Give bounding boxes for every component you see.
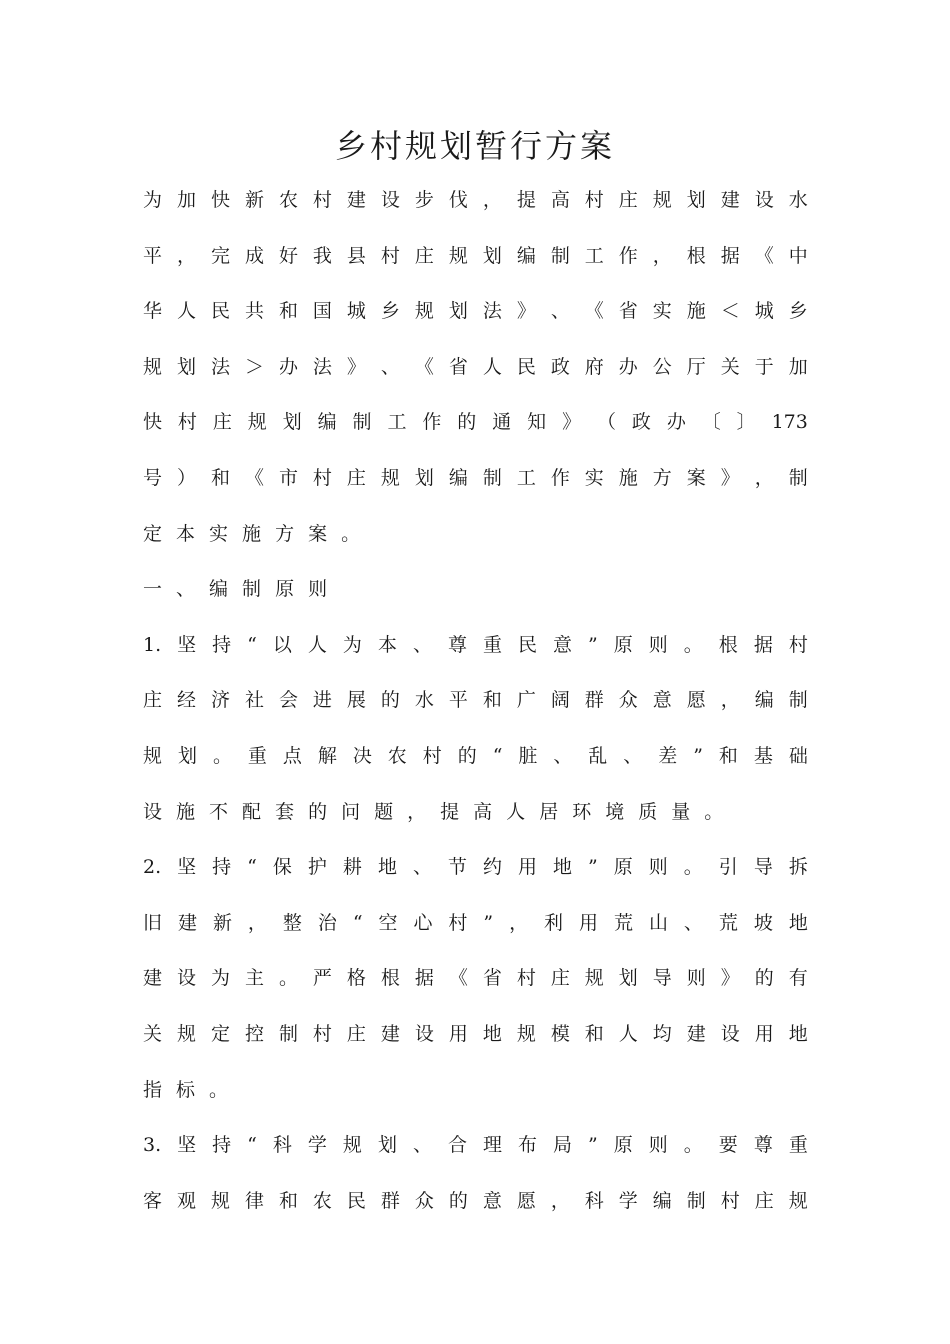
body-line: 建 设 为 主 。 严 格 根 据 《 省 村 庄 规 划 导 则 》 的 有 bbox=[143, 967, 808, 989]
body-line: 华 人 民 共 和 国 城 乡 规 划 法 》 、 《 省 实 施 ＜ 城 乡 bbox=[143, 300, 808, 322]
body-line: 快 村 庄 规 划 编 制 工 作 的 通 知 》 （ 政 办 〔 〕 173 bbox=[143, 411, 808, 433]
body-line: 规 划 。 重 点 解 决 农 村 的 “ 脏 、 乱 、 差 ” 和 基 础 bbox=[143, 745, 808, 767]
body-line: 指 标 。 bbox=[143, 1079, 229, 1101]
body-line: 平 ， 完 成 好 我 县 村 庄 规 划 编 制 工 作 ， 根 据 《 中 bbox=[143, 245, 808, 267]
body-line: 3. 坚 持 “ 科 学 规 划 、 合 理 布 局 ” 原 则 。 要 尊 重 bbox=[143, 1134, 808, 1156]
body-line: 为 加 快 新 农 村 建 设 步 伐 ， 提 高 村 庄 规 划 建 设 水 bbox=[143, 189, 808, 211]
body-line: 一 、 编 制 原 则 bbox=[143, 578, 328, 600]
body-line: 1. 坚 持 “ 以 人 为 本 、 尊 重 民 意 ” 原 则 。 根 据 村 bbox=[143, 634, 808, 656]
body-line: 关 规 定 控 制 村 庄 建 设 用 地 规 模 和 人 均 建 设 用 地 bbox=[143, 1023, 808, 1045]
body-line: 定 本 实 施 方 案 。 bbox=[143, 523, 361, 545]
body-line: 庄 经 济 社 会 进 展 的 水 平 和 广 阔 群 众 意 愿 ， 编 制 bbox=[143, 689, 808, 711]
body-line: 2. 坚 持 “ 保 护 耕 地 、 节 约 用 地 ” 原 则 。 引 导 拆 bbox=[143, 856, 808, 878]
body-line: 规 划 法 ＞ 办 法 》 、 《 省 人 民 政 府 办 公 厅 关 于 加 bbox=[143, 356, 808, 378]
body-line: 设 施 不 配 套 的 问 题 ， 提 高 人 居 环 境 质 量 。 bbox=[143, 801, 724, 823]
document-title: 乡村规划暂行方案 bbox=[334, 127, 615, 165]
body-line: 客 观 规 律 和 农 民 群 众 的 意 愿 ， 科 学 编 制 村 庄 规 bbox=[143, 1190, 808, 1212]
body-line: 号 ） 和 《 市 村 庄 规 划 编 制 工 作 实 施 方 案 》 ， 制 bbox=[143, 467, 808, 489]
body-line: 旧 建 新 ， 整 治 “ 空 心 村 ” ， 利 用 荒 山 、 荒 坡 地 bbox=[143, 912, 808, 934]
